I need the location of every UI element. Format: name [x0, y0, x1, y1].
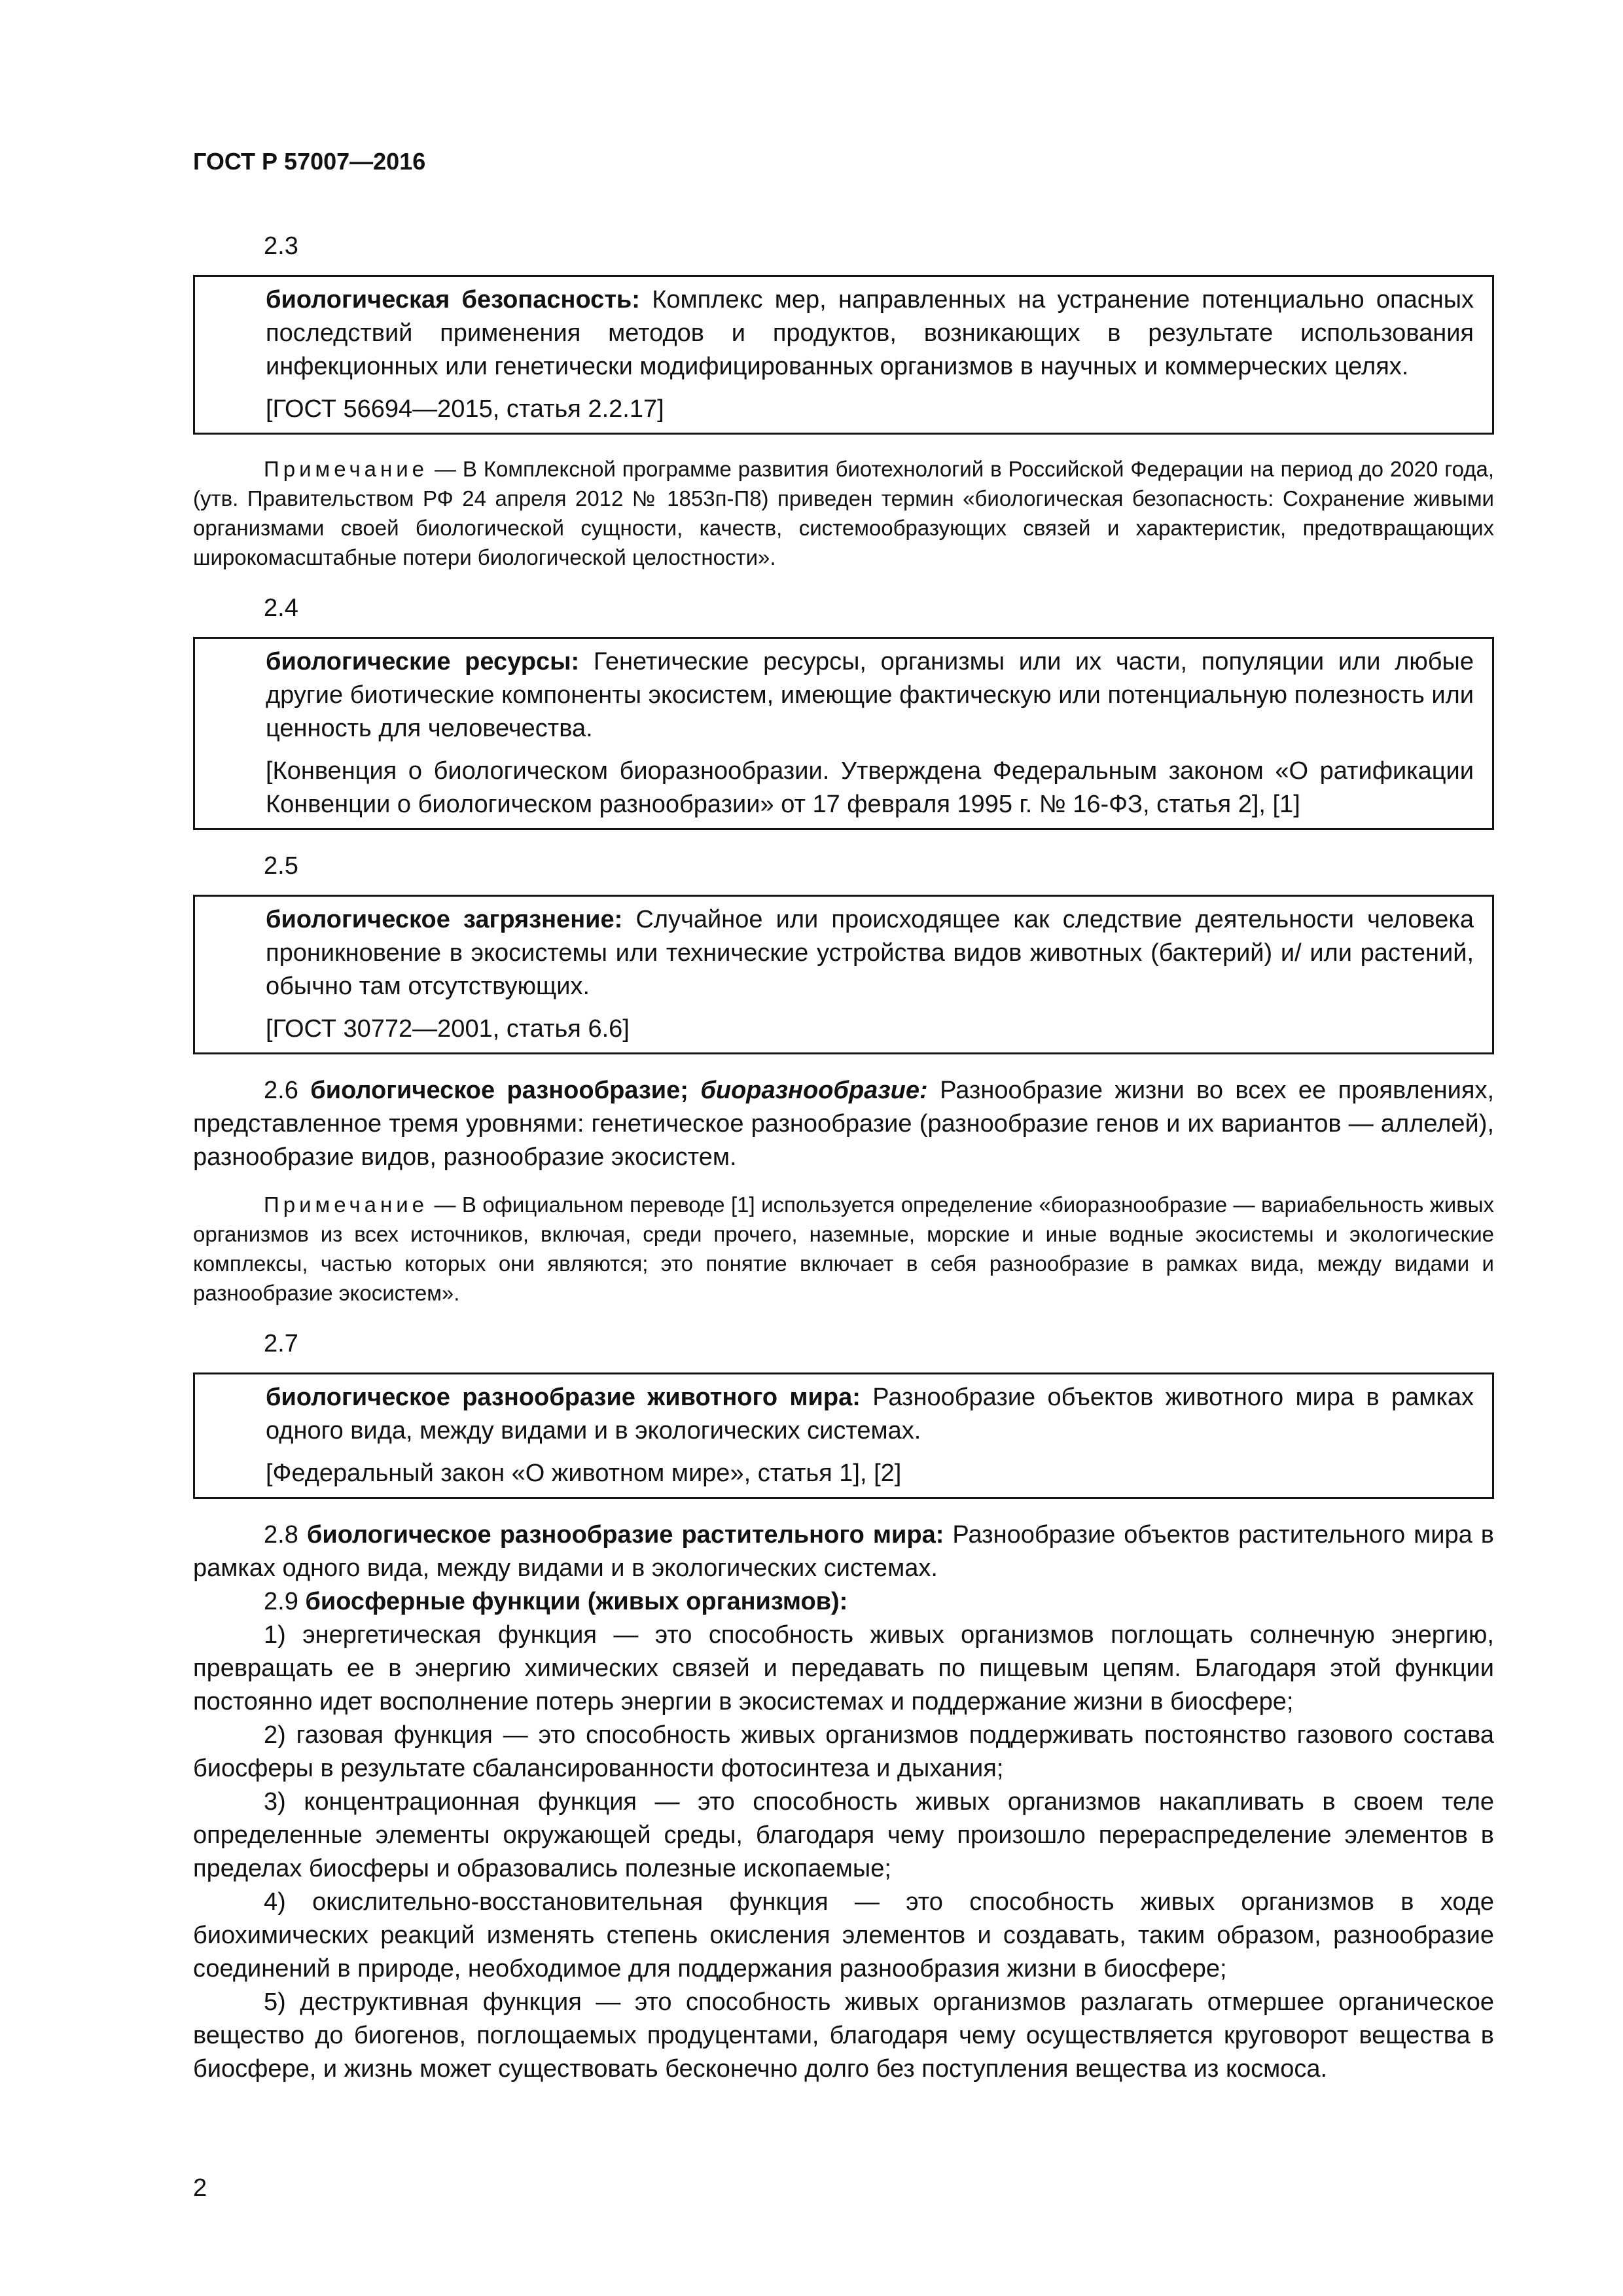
term-title: биологические ресурсы: — [266, 648, 580, 675]
definition-text: Разнообразие жизни во всех ее проявлениях, представленное тремя уровнями: генетическое разнообразие (разнообразие генов и их вариантов — аллелей), разнообразие видов, разнообразие экосистем. — [193, 1077, 1495, 1171]
term-title: биологическая безопасность: — [266, 286, 640, 314]
term-title: биологическое загрязнение: — [266, 906, 623, 933]
term-2-6 — [193, 1074, 1494, 1174]
term-title: биосферные функции (живых организмов): — [305, 1588, 848, 1615]
page-number: 2 — [193, 2174, 207, 2202]
definition-text: Случайное или происходящее как следствие деятельности человека проникновение в экосистемы или технические устройства видов животных (бактерий) и/ или растений, обычно там отсутствующих. — [266, 906, 1474, 1000]
term-2-9 — [193, 1585, 1494, 1619]
section-number-2-7: 2.7 — [264, 1330, 298, 1357]
term-definition — [266, 1381, 1474, 1448]
list-item: 4) окислительно-восстановительная функция — это способность живых организмов в ходе биохимических реакций изменять степень окисления элементов и создавать, таким образом, разнообразие соединений в природе, необходимое для поддержания разнообразия жизни в биосфере; — [193, 1888, 1494, 1982]
term-alt-title: биоразнообразие: — [700, 1077, 928, 1104]
definition-text: Разнообразие объектов растительного мира в рамках одного вида, между видами и в экологических системах. — [193, 1521, 1494, 1582]
definition-text: Разнообразие объектов животного мира в рамках одного вида, между видами и в экологических системах. — [266, 1384, 1474, 1444]
note-text: — В Комплексной программе развития биотехнологий в Российской Федерации на период до 2020 года, (утв. Правительством РФ 24 апреля 2012 № 1853п-П8) приведен термин «биологическая безопасность: Сохранение живыми организмами своей биологической сущности, качеств, системообразующих связей и характеристик, предотвращающих широкомасштабные потери биологической целостности». — [193, 457, 1494, 569]
section-number-2-6: 2.6 — [264, 1077, 298, 1104]
term-box-2-3 — [193, 275, 1494, 435]
definition-text: Комплекс мер, направленных на устранение потенциально опасных последствий применения методов и продуктов, возникающих в результате использования инфекционных или генетически модифицированных организмов в научных и коммерческих целях. — [266, 286, 1474, 380]
term-title: биологическое разнообразие; — [310, 1077, 688, 1104]
note-label: Примечание — [264, 457, 429, 481]
section-number-2-5: 2.5 — [264, 852, 298, 880]
term-2-8 — [193, 1518, 1494, 1585]
term-source: [ГОСТ 56694—2015, статья 2.2.17] — [266, 395, 664, 423]
section-number-2-8: 2.8 — [264, 1521, 298, 1549]
term-definition — [266, 903, 1474, 1003]
list-item: 3) концентрационная функция — это способность живых организмов накапливать в своем теле определенные элементы окружающей среды, благодаря чему произошло перераспределение элементов в пределах биосферы и образовались полезные ископаемые; — [193, 1788, 1494, 1882]
document-page — [193, 147, 1494, 2086]
note-label: Примечание — [264, 1193, 429, 1217]
note-2-3 — [193, 454, 1494, 572]
note-text: — В официальном переводе [1] используется определение «биоразнообразие — вариабельность живых организмов из всех источников, включая, среди прочего, наземные, морские и иные водные экосистемы и экологические комплексы, частью которых они являются; это понятие включает в себя разнообразие в рамках вида, между видами и разнообразие экосистем». — [193, 1193, 1494, 1305]
term-definition — [266, 645, 1474, 745]
list-item: 1) энергетическая функция — это способность живых организмов поглощать солнечную энергию, превращать ее в энергию химических связей и передавать по пищевым цепям. Благодаря этой функции постоянно идет восполнение потерь энергии в экосистемах и поддержание жизни в биосфере; — [193, 1621, 1494, 1715]
list-item: 2) газовая функция — это способность живых организмов поддерживать постоянство газового состава биосферы в результате сбалансированности фотосинтеза и дыхания; — [193, 1721, 1494, 1782]
term-box-2-4 — [193, 637, 1494, 830]
section-number-2-3: 2.3 — [264, 232, 298, 260]
term-source: [Конвенция о биологическом биоразнообразии. Утверждена Федеральным законом «О ратификации Конвенции о биологическом разнообразии» от 17 февраля 1995 г. № 16-ФЗ, статья 2], [1] — [266, 757, 1474, 818]
list-item: 5) деструктивная функция — это способность живых организмов разлагать отмершее органическое вещество до биогенов, поглощаемых продуцентами, благодаря чему осуществляется круговорот вещества в биосфере, и жизнь может существовать бесконечно долго без поступления вещества из космоса. — [193, 1988, 1494, 2083]
term-title: биологическое разнообразие растительного мира: — [306, 1521, 944, 1549]
term-box-2-7 — [193, 1372, 1494, 1499]
section-number-2-4: 2.4 — [264, 594, 298, 622]
term-source: [Федеральный закон «О животном мире», статья 1], [2] — [266, 1460, 902, 1487]
document-header: ГОСТ Р 57007—2016 — [193, 148, 426, 175]
definition-text: Генетические ресурсы, организмы или их части, популяции или любые другие биотические компоненты экосистем, имеющие фактическую или потенциальную полезность или ценность для человечества. — [266, 648, 1474, 742]
term-source: [ГОСТ 30772—2001, статья 6.6] — [266, 1015, 630, 1043]
term-title: биологическое разнообразие животного мира: — [266, 1384, 861, 1411]
term-definition — [266, 283, 1474, 384]
term-box-2-5 — [193, 895, 1494, 1054]
note-2-6 — [193, 1190, 1494, 1308]
section-number-2-9: 2.9 — [264, 1588, 298, 1615]
